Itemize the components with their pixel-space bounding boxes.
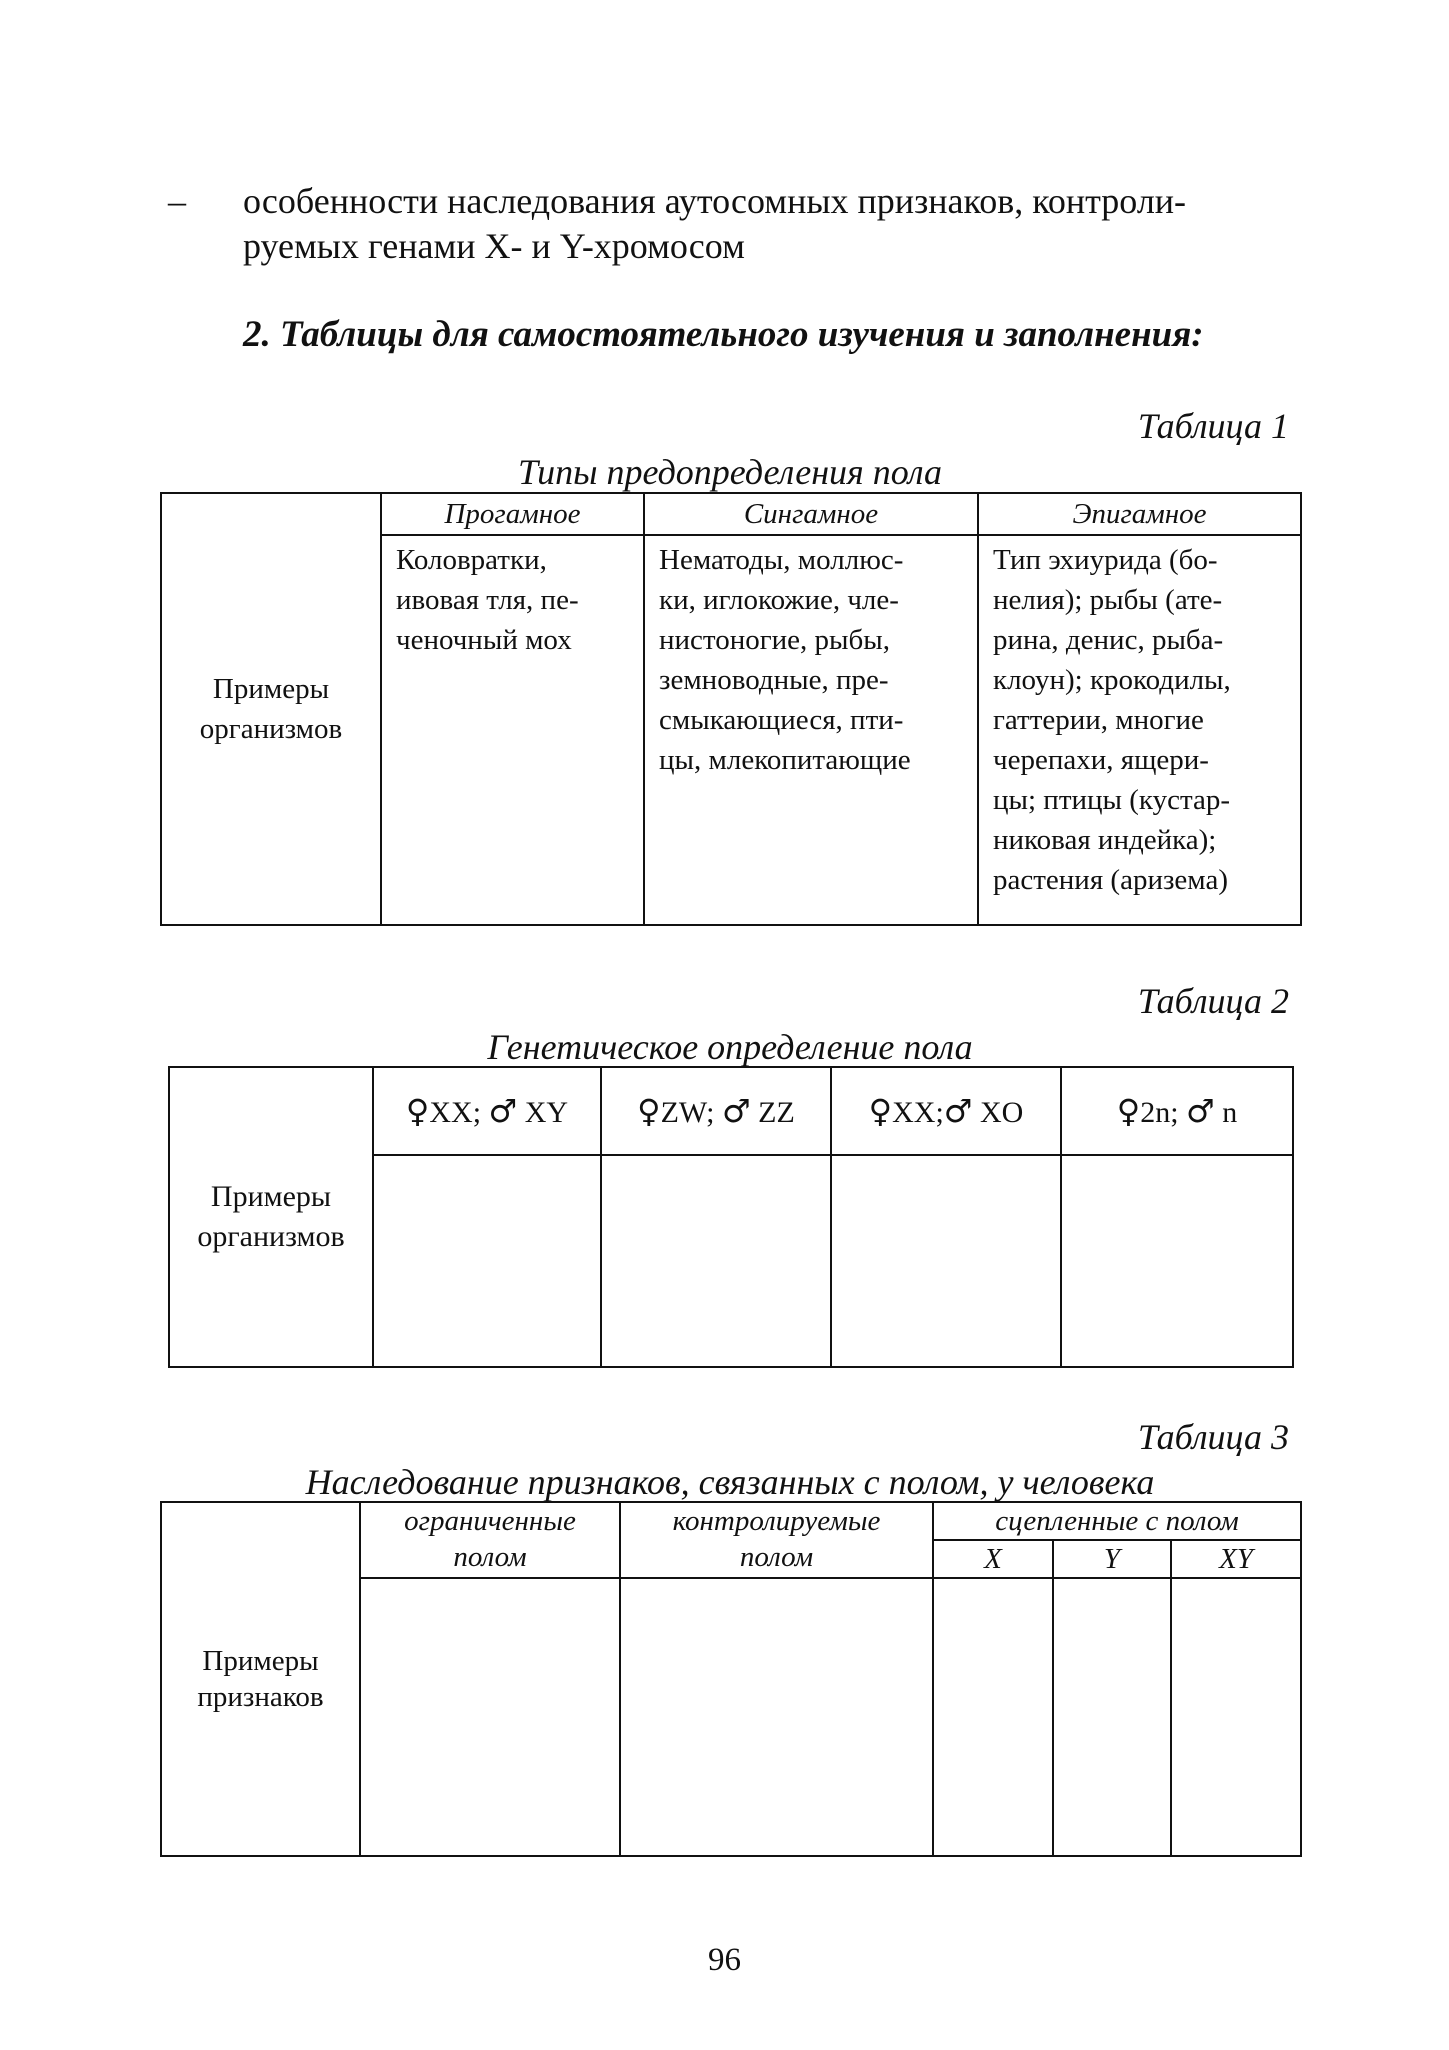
- table2-header-xx-xy: ♀XX; ♂ XY: [373, 1067, 601, 1155]
- intro-line-2: руемых генами X- и Y-хромосом: [243, 226, 745, 266]
- table1-caption: Типы предопределения пола: [517, 452, 943, 492]
- section-heading: 2. Таблицы для самостоятельного изучения и заполнения:: [243, 314, 1204, 355]
- male-symbol-icon: ♂: [1186, 1092, 1215, 1130]
- table1-header-syngamic: Сингамное: [644, 493, 978, 535]
- table3-header-y: Y: [1053, 1540, 1171, 1578]
- table3-cell-x: [933, 1578, 1053, 1856]
- page-number: 96: [708, 1942, 741, 1978]
- table2-header-2n-n: ♀2n; ♂ n: [1061, 1067, 1293, 1155]
- table3-cell-xy: [1171, 1578, 1301, 1856]
- table3-cell-limited: [360, 1578, 620, 1856]
- table3-header-linked: сцепленные с полом: [933, 1502, 1301, 1540]
- female-symbol-icon: ♀: [868, 1092, 893, 1130]
- table2-cell-2: [601, 1155, 831, 1367]
- table2-label: Таблица 2: [1137, 981, 1289, 1021]
- table2-header-xx-xo: ♀XX;♂ XO: [831, 1067, 1061, 1155]
- male-symbol-icon: ♂: [943, 1092, 973, 1130]
- female-symbol-icon: ♀: [405, 1092, 430, 1130]
- table2-caption: Генетическое определение пола: [487, 1027, 973, 1067]
- table2: [168, 1066, 1294, 1368]
- table1-cell-progamic: Коловратки, ивовая тля, пе- ченочный мох: [381, 535, 644, 925]
- table2-cell-3: [831, 1155, 1061, 1367]
- female-symbol-icon: ♀: [637, 1092, 661, 1130]
- table1: [160, 492, 1302, 926]
- table1-row-label: Примеры организмов: [161, 493, 381, 925]
- male-symbol-icon: ♂: [721, 1092, 751, 1130]
- table3-header-x: X: [933, 1540, 1053, 1578]
- table1-cell-syngamic: Нематоды, моллюс- ки, иглокожие, чле- нистоногие, рыбы, земноводные, пре- смыкающиеся, пти- цы, млекопитающие: [644, 535, 978, 925]
- table3-cell-controlled: [620, 1578, 933, 1856]
- male-symbol-icon: ♂: [488, 1092, 518, 1130]
- intro-line-1: особенности наследования аутосомных признаков, контроли-: [243, 181, 1187, 221]
- table3-cell-y: [1053, 1578, 1171, 1856]
- table3: [160, 1501, 1302, 1857]
- female-symbol-icon: ♀: [1116, 1092, 1141, 1130]
- table3-label: Таблица 3: [1137, 1417, 1289, 1457]
- table1-header-progamic: Прогамное: [381, 493, 644, 535]
- table3-header-controlled: контролируемые полом: [620, 1502, 933, 1578]
- table3-header-xy: XY: [1171, 1540, 1301, 1578]
- table1-header-epigamic: Эпигамное: [978, 493, 1301, 535]
- table2-cell-4: [1061, 1155, 1293, 1367]
- table2-header-zw-zz: ♀ZW; ♂ ZZ: [601, 1067, 831, 1155]
- table2-row-label: Примеры организмов: [169, 1067, 373, 1367]
- table1-label: Таблица 1: [1137, 406, 1289, 446]
- table2-cell-1: [373, 1155, 601, 1367]
- table3-header-limited: ограниченные полом: [360, 1502, 620, 1578]
- table3-caption: Наследование признаков, связанных с полом, у человека: [305, 1462, 1155, 1502]
- list-dash: –: [168, 181, 186, 221]
- table1-cell-epigamic: Тип эхиурида (бо- нелия); рыбы (ате- рина, денис, рыба- клоун); крокодилы, гаттерии, многие черепахи, ящери- цы; птицы (кустар- никовая индейка); растения (аризема): [978, 535, 1301, 925]
- table3-row-label: Примеры признаков: [161, 1502, 360, 1856]
